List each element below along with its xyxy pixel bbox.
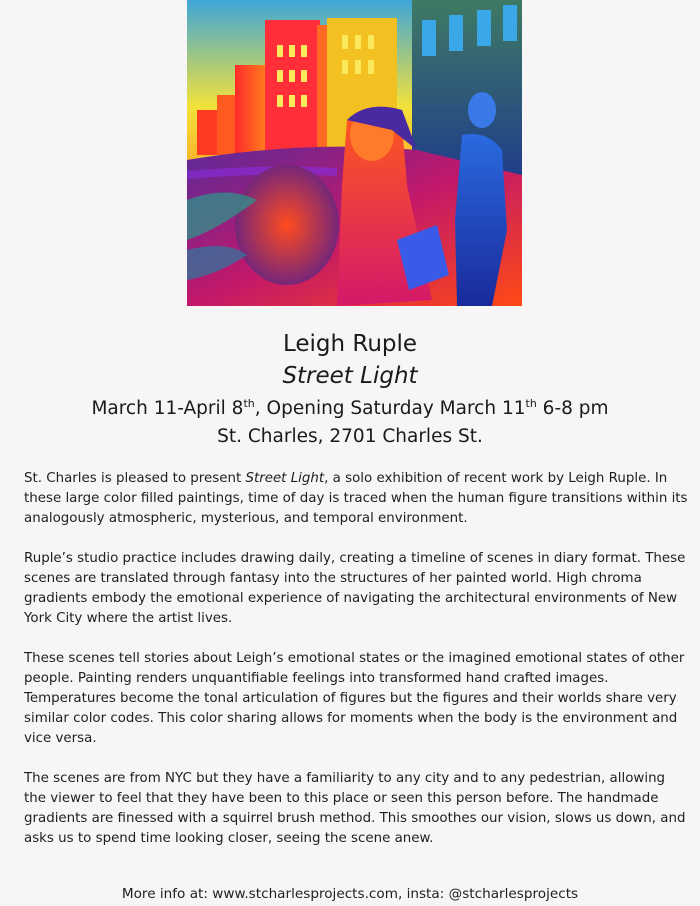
press-release-body bbox=[24, 469, 688, 869]
artwork-image bbox=[187, 0, 522, 306]
paragraph-intro bbox=[24, 469, 688, 529]
paragraph-intro-title: Street Light bbox=[245, 471, 325, 486]
opening-date-suffix: th bbox=[525, 396, 537, 410]
opening-time: 6-8 pm bbox=[536, 398, 609, 419]
paragraph-intro-pre: St. Charles is pleased to present bbox=[24, 471, 246, 486]
venue-address: St. Charles, 2701 Charles St. bbox=[217, 426, 483, 447]
paragraph-studio-practice: Ruple’s studio practice includes drawing daily, creating a timeline of scenes in diary format. These scenes are translated through fantasy into the structures of her painted world. High chroma gradients embody the emotional experience of navigating the architectural environments of New York City where the artist lives. bbox=[24, 551, 686, 626]
painting-graphic bbox=[187, 0, 522, 306]
exhibition-dates bbox=[0, 395, 700, 423]
opening-label: , Opening Saturday March 11 bbox=[254, 398, 526, 419]
paragraph-emotional-states: These scenes tell stories about Leigh’s emotional states or the imagined emotional states of other people. Painting renders unquantifiable feelings into transformed hand crafted images. Temperatures become the tonal articulation of figures but the figures and their worlds share very similar color codes. This color sharing allows for moments when the body is the environment and vice versa. bbox=[24, 651, 685, 746]
date-range: March 11-April 8 bbox=[91, 398, 244, 419]
artist-name: Leigh Ruple bbox=[282, 331, 418, 357]
date-range-suffix: th bbox=[243, 396, 255, 410]
paragraph-intro-post: , a solo exhibition of recent work by Leigh Ruple. In these large color filled paintings, time of day is traced when the human figure transitions within its analogously atmospheric, mysterious, and temporal environment. bbox=[24, 471, 688, 526]
paragraph-nyc-scenes: The scenes are from NYC but they have a familiarity to any city and to any pedestrian, allowing the viewer to feel that they have been to this place or seen this person before. The handmade gradients are finessed with a squirrel brush method. This smoothes our vision, slows us down, and asks us to spend time looking closer, seeing the scene anew. bbox=[24, 771, 686, 846]
footer-contact-info: More info at: www.stcharlesprojects.com, insta: @stcharlesprojects bbox=[121, 886, 579, 902]
exhibition-title: Street Light bbox=[282, 363, 418, 389]
exhibition-header bbox=[0, 328, 700, 451]
